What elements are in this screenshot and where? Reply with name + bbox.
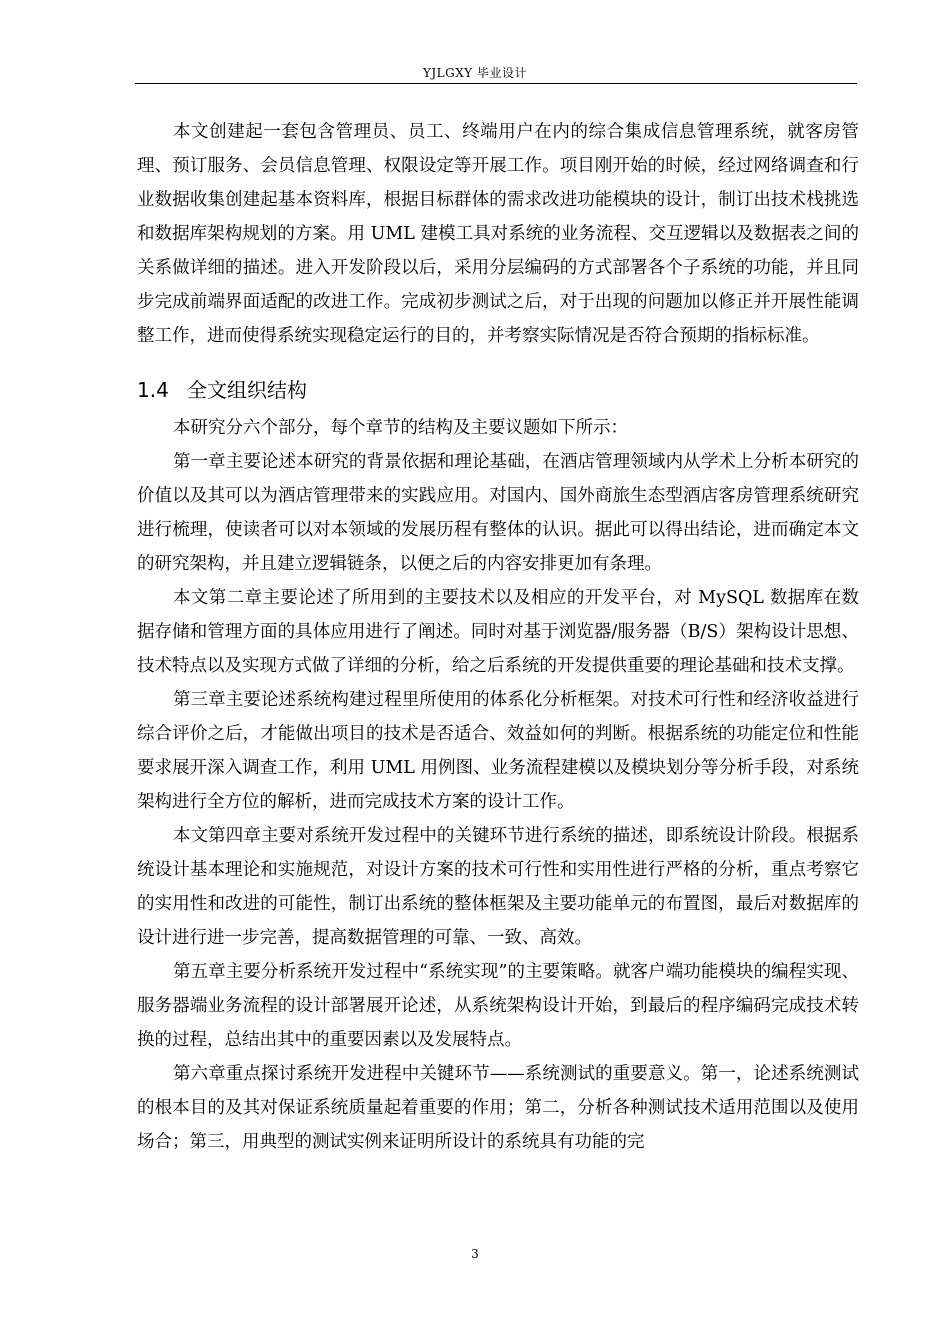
paragraph-chapter-2: 本文第二章主要论述了所用到的主要技术以及相应的开发平台，对 MySQL 数据库在数据存储和管理方面的具体应用进行了阐述。同时对基于浏览器/服务器（B/S）架构设计思想、技术特点以及实现方式做了详细的分析，给之后系统的开发提供重要的理论基础和技术支撑。 (137, 588, 859, 676)
intro-paragraph: 本文创建起一套包含管理员、员工、终端用户在内的综合集成信息管理系统，就客房管理、预订服务、会员信息管理、权限设定等开展工作。项目刚开始的时候，经过网络调查和行业数据收集创建起基本资料库，根据目标群体的需求改进功能模块的设计，制订出技术栈挑选和数据库架构规划的方案。用 UML 建模工具对系统的业务流程、交互逻辑以及数据表之间的关系做详细的描述。进入开发阶段以后，采用分层编码的方式部署各个子系统的功能，并且同步完成前端界面适配的改进工作。完成初步测试之后，对于出现的问题加以修正并开展性能调整工作，进而使得系统实现稳定运行的目的，并考察实际情况是否符合预期的指标标准。 (137, 122, 859, 346)
page-number: 3 (471, 1247, 479, 1261)
paragraph-overview: 本研究分六个部分，每个章节的结构及主要议题如下所示： (173, 418, 628, 438)
page-body (137, 115, 859, 1159)
running-header: YJLGXY 毕业设计 (422, 66, 528, 80)
header-rule (135, 83, 857, 84)
section-heading (137, 375, 859, 405)
paragraph-chapter-4: 本文第四章主要对系统开发过程中的关键环节进行系统的描述，即系统设计阶段。根据系统设计基本理论和实施规范，对设计方案的技术可行性和实用性进行严格的分析，重点考察它的实用性和改进的可能性，制订出系统的整体框架及主要功能单元的布置图，最后对数据库的设计进行进一步完善，提高数据管理的可靠、一致、高效。 (137, 826, 859, 948)
paragraph-chapter-3: 第三章主要论述系统构建过程里所使用的体系化分析框架。对技术可行性和经济收益进行综合评价之后，才能做出项目的技术是否适合、效益如何的判断。根据系统的功能定位和性能要求展开深入调查工作，利用 UML 用例图、业务流程建模以及模块划分等分析手段，对系统架构进行全方位的解析，进而完成技术方案的设计工作。 (137, 690, 859, 812)
section-title: 全文组织结构 (187, 378, 307, 402)
paragraph-chapter-1: 第一章主要论述本研究的背景依据和理论基础，在酒店管理领域内从学术上分析本研究的价值以及其可以为酒店管理带来的实践应用。对国内、国外商旅生态型酒店客房管理系统研究进行梳理，使读者可以对本领域的发展历程有整体的认识。据此可以得出结论，进而确定本文的研究架构，并且建立逻辑链条，以便之后的内容安排更加有条理。 (137, 452, 859, 574)
section-number: 1.4 (137, 378, 169, 402)
paragraph-chapter-5: 第五章主要分析系统开发过程中“系统实现”的主要策略。就客户端功能模块的编程实现、服务器端业务流程的设计部署展开论述，从系统架构设计开始，到最后的程序编码完成技术转换的过程，总结出其中的重要因素以及发展特点。 (137, 962, 859, 1050)
paragraph-chapter-6: 第六章重点探讨系统开发进程中关键环节——系统测试的重要意义。第一，论述系统测试的根本目的及其对保证系统质量起着重要的作用；第二，分析各种测试技术适用范围以及使用场合；第三，用典型的测试实例来证明所设计的系统具有功能的完 (137, 1064, 859, 1152)
